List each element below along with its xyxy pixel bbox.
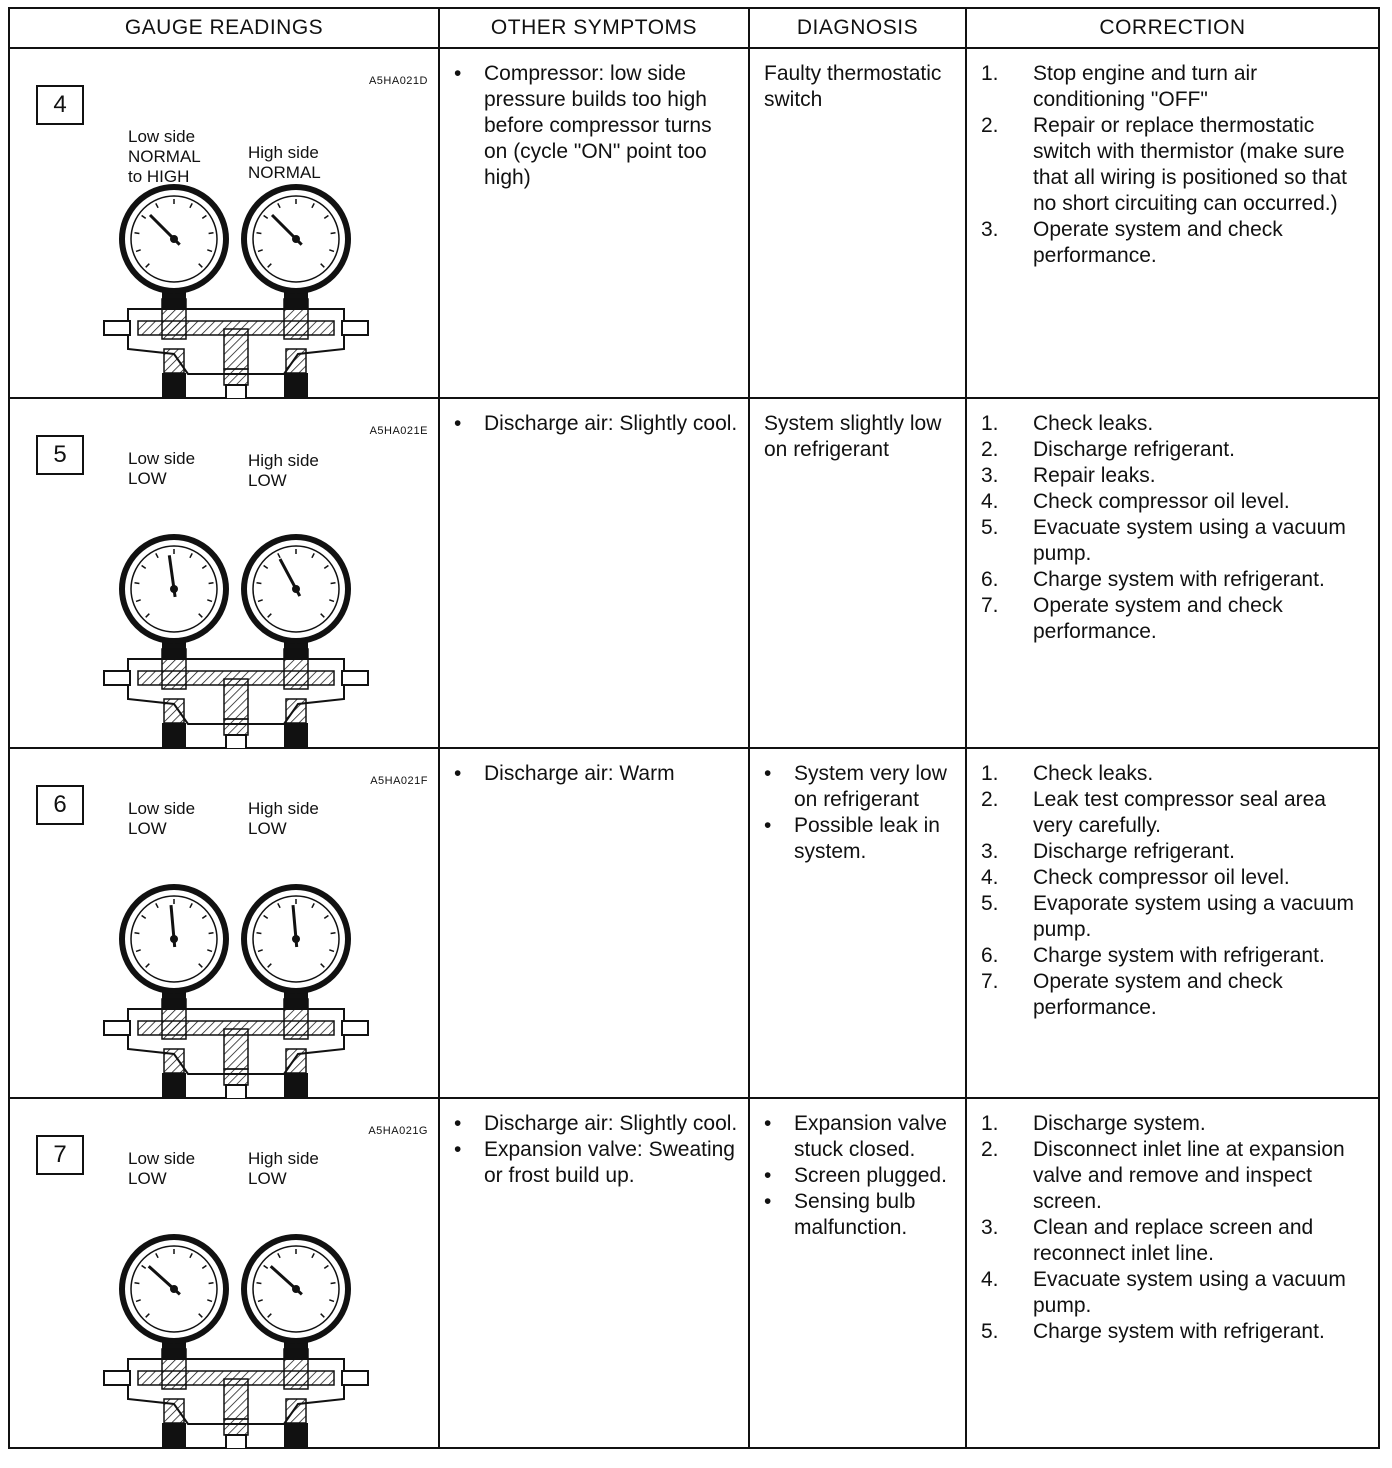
high-side-pressure-gauge-icon [244, 187, 348, 291]
correction-step [981, 437, 1368, 463]
low-side-reading: Low side LOW [128, 1149, 196, 1188]
correction-step [981, 515, 1368, 567]
step-number: 4. [981, 490, 999, 513]
header-row [9, 8, 1379, 48]
high-side-reading: High side LOW [248, 799, 319, 838]
correction-step [981, 61, 1368, 113]
header-other-symptoms: OTHER SYMPTOMS [439, 8, 749, 48]
correction-step [981, 567, 1368, 593]
step-text: Repair or replace thermostatic switch with thermistor (make sure that all wiring is positioned so that no short circuiting can occurred.) [1033, 114, 1348, 215]
table-row [9, 398, 1379, 748]
manifold-gauge-set-icon [98, 149, 378, 399]
diagnosis-table [8, 7, 1380, 1449]
correction-steps [967, 49, 1378, 269]
step-number: 2. [981, 438, 999, 461]
correction-step [981, 411, 1368, 437]
case-number: 6 [36, 785, 84, 825]
symptom-list [440, 49, 748, 191]
correction-step [981, 969, 1368, 1021]
step-number: 6. [981, 944, 999, 967]
step-text: Discharge refrigerant. [1033, 438, 1235, 461]
diagnosis-text: Faulty thermostatic switch [764, 62, 942, 111]
step-number: 3. [981, 218, 999, 241]
correction-steps [967, 399, 1378, 645]
low-side-reading: Low side NORMAL to HIGH [128, 127, 201, 186]
correction-step [981, 217, 1368, 269]
diagnosis-item: • Expansion valve stuck closed. [764, 1111, 957, 1163]
symptom-list [440, 399, 748, 437]
correction-step [981, 943, 1368, 969]
diagnosis-item: • System very low on refrigerant [764, 761, 957, 813]
diagnosis-cell [749, 398, 966, 748]
other-symptoms-cell [439, 1098, 749, 1448]
step-text: Check leaks. [1033, 412, 1154, 435]
high-side-pressure-gauge-icon [244, 1237, 348, 1341]
manifold-gauge-set-icon [98, 849, 378, 1099]
symptom-list [440, 1099, 748, 1189]
step-text: Discharge system. [1033, 1112, 1206, 1135]
correction-step [981, 1215, 1368, 1267]
high-side-pressure-gauge-icon [244, 537, 348, 641]
high-side-pressure-gauge-icon [244, 887, 348, 991]
figure-code: A5HA021F [370, 775, 428, 787]
correction-step [981, 787, 1368, 839]
diagnosis-cell [749, 48, 966, 398]
symptom-item: • Expansion valve: Sweating or frost build up. [454, 1137, 740, 1189]
high-side-reading: High side LOW [248, 1149, 319, 1188]
step-text: Repair leaks. [1033, 464, 1156, 487]
step-number: 1. [981, 62, 999, 85]
diagnosis-cell [749, 748, 966, 1098]
case-number: 4 [36, 85, 84, 125]
correction-step [981, 891, 1368, 943]
correction-cell [966, 1098, 1379, 1448]
table-row [9, 748, 1379, 1098]
correction-step [981, 593, 1368, 645]
step-number: 4. [981, 1268, 999, 1291]
low-side-pressure-gauge-icon [122, 1237, 226, 1341]
gauge-readings-cell [9, 1098, 439, 1448]
other-symptoms-cell [439, 398, 749, 748]
correction-step [981, 489, 1368, 515]
correction-step [981, 865, 1368, 891]
correction-step [981, 1267, 1368, 1319]
step-text: Discharge refrigerant. [1033, 840, 1235, 863]
correction-steps [967, 1099, 1378, 1345]
step-number: 5. [981, 1320, 999, 1343]
low-side-reading: Low side LOW [128, 799, 196, 838]
figure-code: A5HA021G [368, 1125, 428, 1137]
symptom-item: • Compressor: low side pressure builds too high before compressor turns on (cycle "ON" point too high) [454, 61, 740, 191]
high-side-reading: High side LOW [248, 451, 319, 490]
manifold-gauge-set-icon [98, 1199, 378, 1449]
step-text: Check leaks. [1033, 762, 1154, 785]
step-number: 4. [981, 866, 999, 889]
step-text: Charge system with refrigerant. [1033, 568, 1325, 591]
step-number: 1. [981, 1112, 999, 1135]
correction-step [981, 839, 1368, 865]
table-row [9, 48, 1379, 398]
gauge-readings-cell [9, 748, 439, 1098]
correction-step [981, 761, 1368, 787]
step-text: Stop engine and turn air conditioning "OFF" [1033, 62, 1258, 111]
step-text: Evacuate system using a vacuum pump. [1033, 1268, 1346, 1317]
step-text: Charge system with refrigerant. [1033, 944, 1325, 967]
step-text: Operate system and check performance. [1033, 218, 1283, 267]
case-number: 5 [36, 435, 84, 475]
other-symptoms-cell [439, 48, 749, 398]
gauge-readings-cell [9, 398, 439, 748]
correction-steps [967, 749, 1378, 1021]
header-gauge-readings: GAUGE READINGS [9, 8, 439, 48]
diagnosis-cell [749, 1098, 966, 1448]
step-number: 3. [981, 464, 999, 487]
figure-code: A5HA021D [368, 75, 428, 87]
gauge-readings-cell [9, 48, 439, 398]
header-diagnosis: DIAGNOSIS [749, 8, 966, 48]
correction-step [981, 113, 1368, 217]
step-number: 5. [981, 516, 999, 539]
correction-step [981, 1319, 1368, 1345]
header-correction: CORRECTION [966, 8, 1379, 48]
step-text: Evaporate system using a vacuum pump. [1033, 892, 1354, 941]
step-text: Check compressor oil level. [1033, 490, 1290, 513]
symptom-item: • Discharge air: Slightly cool. [454, 411, 740, 437]
step-number: 3. [981, 840, 999, 863]
diagnosis-item: • Possible leak in system. [764, 813, 957, 865]
step-text: Leak test compressor seal area very carefully. [1033, 788, 1326, 837]
step-number: 2. [981, 1138, 999, 1161]
step-text: Clean and replace screen and reconnect inlet line. [1033, 1216, 1314, 1265]
step-text: Operate system and check performance. [1033, 594, 1283, 643]
step-text: Charge system with refrigerant. [1033, 1320, 1325, 1343]
diagnosis-list [750, 749, 965, 865]
figure-code: A5HA021E [369, 425, 428, 437]
low-side-reading: Low side LOW [128, 449, 196, 488]
diagnosis-item: • Screen plugged. [764, 1163, 957, 1189]
step-text: Evacuate system using a vacuum pump. [1033, 516, 1346, 565]
step-text: Operate system and check performance. [1033, 970, 1283, 1019]
step-number: 7. [981, 594, 999, 617]
correction-step [981, 463, 1368, 489]
step-number: 1. [981, 762, 999, 785]
step-number: 3. [981, 1216, 999, 1239]
symptom-list [440, 749, 748, 787]
symptom-item: • Discharge air: Slightly cool. [454, 1111, 740, 1137]
step-text: Disconnect inlet line at expansion valve and remove and inspect screen. [1033, 1138, 1345, 1213]
high-side-reading: High side NORMAL [248, 143, 321, 182]
step-number: 2. [981, 114, 999, 137]
manifold-gauge-set-icon [98, 499, 378, 749]
step-text: Check compressor oil level. [1033, 866, 1290, 889]
correction-step [981, 1111, 1368, 1137]
other-symptoms-cell [439, 748, 749, 1098]
table-body [9, 48, 1379, 1448]
correction-cell [966, 398, 1379, 748]
low-side-pressure-gauge-icon [122, 187, 226, 291]
diagnosis-item: • Sensing bulb malfunction. [764, 1189, 957, 1241]
diagnosis-list [750, 1099, 965, 1241]
step-number: 6. [981, 568, 999, 591]
step-number: 5. [981, 892, 999, 915]
correction-cell [966, 748, 1379, 1098]
diagnosis-text: System slightly low on refrigerant [764, 412, 942, 461]
step-number: 1. [981, 412, 999, 435]
case-number: 7 [36, 1135, 84, 1175]
low-side-pressure-gauge-icon [122, 887, 226, 991]
table-row [9, 1098, 1379, 1448]
correction-step [981, 1137, 1368, 1215]
low-side-pressure-gauge-icon [122, 537, 226, 641]
step-number: 7. [981, 970, 999, 993]
symptom-item: • Discharge air: Warm [454, 761, 740, 787]
step-number: 2. [981, 788, 999, 811]
correction-cell [966, 48, 1379, 398]
